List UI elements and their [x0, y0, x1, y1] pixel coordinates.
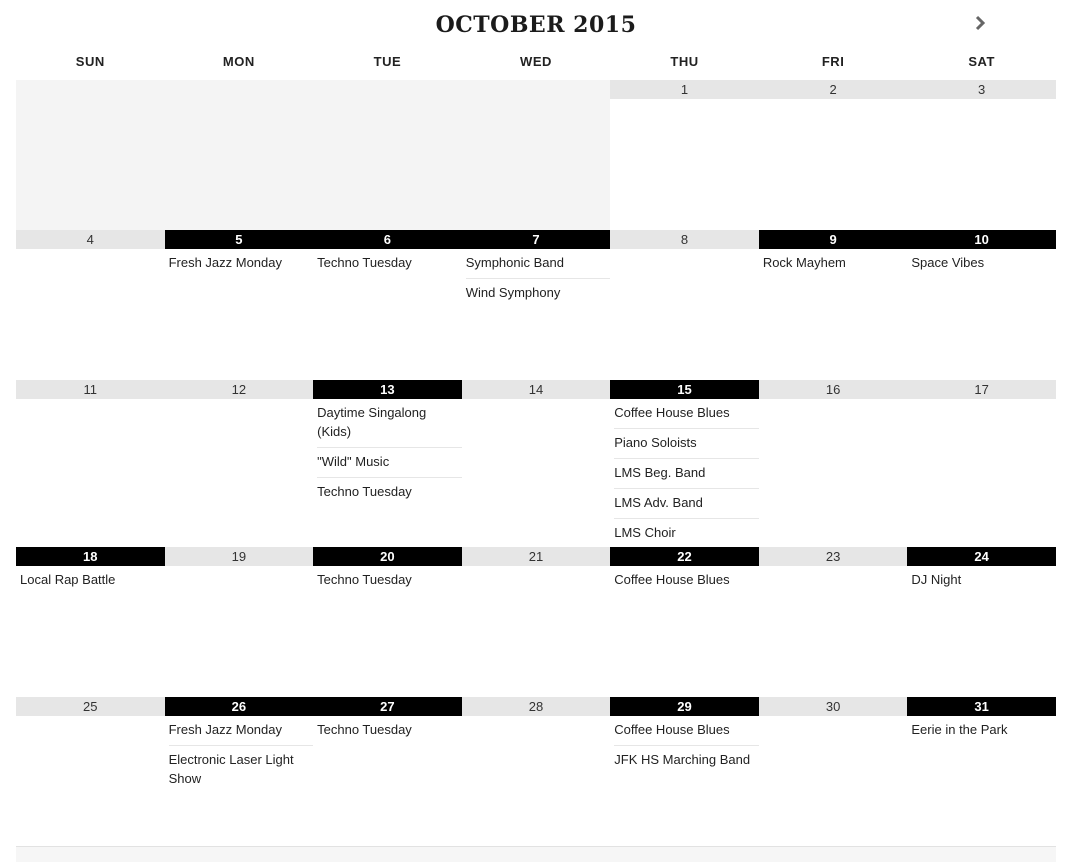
- week-row: [16, 697, 1056, 847]
- day-cell: [907, 80, 1056, 230]
- day-cell: [759, 230, 908, 380]
- empty-day-cell: [313, 80, 462, 230]
- day-number: 6: [313, 230, 462, 249]
- day-number: 8: [610, 230, 759, 249]
- event-link[interactable]: Electronic Laser Light Show: [168, 752, 294, 786]
- day-number: 30: [759, 697, 908, 716]
- day-cell: [16, 230, 165, 380]
- weekday-label: FRI: [821, 54, 845, 69]
- day-cell: [313, 547, 462, 697]
- day-cell: [907, 547, 1056, 697]
- day-number: 2: [759, 80, 908, 99]
- month-title: OCTOBER 2015: [435, 12, 637, 38]
- event-link[interactable]: Techno Tuesday: [317, 255, 412, 270]
- day-number: 15: [610, 380, 759, 399]
- day-number: 11: [16, 380, 165, 399]
- week-row: [16, 80, 1056, 230]
- chevron-right-icon: [974, 15, 986, 36]
- day-number: 14: [462, 380, 611, 399]
- event-link[interactable]: DJ Night: [911, 572, 962, 587]
- week-row: [16, 380, 1056, 547]
- empty-day-cell: [462, 80, 611, 230]
- day-cell: [313, 697, 462, 847]
- day-number: 25: [16, 697, 165, 716]
- event-link[interactable]: Wind Symphony: [465, 285, 561, 300]
- event-list: [610, 716, 759, 775]
- weekday-label: WED: [520, 54, 552, 69]
- event-link[interactable]: Coffee House Blues: [614, 572, 730, 587]
- day-number: 21: [462, 547, 611, 566]
- day-cell: [610, 80, 759, 230]
- calendar-header: [16, 0, 1056, 52]
- day-cell: [462, 380, 611, 547]
- day-number: 1: [610, 80, 759, 99]
- day-number: 26: [165, 697, 314, 716]
- day-cell: [462, 230, 611, 380]
- day-number: 28: [462, 697, 611, 716]
- event-link[interactable]: Coffee House Blues: [614, 399, 759, 429]
- event-list: [610, 566, 759, 595]
- day-number: 19: [165, 547, 314, 566]
- day-number: 3: [907, 80, 1056, 99]
- day-number: 24: [907, 547, 1056, 566]
- event-list: [907, 566, 1056, 595]
- day-number: 16: [759, 380, 908, 399]
- day-number: 22: [610, 547, 759, 566]
- day-cell: [16, 380, 165, 547]
- day-number: 13: [313, 380, 462, 399]
- day-number: 27: [313, 697, 462, 716]
- week-row: [16, 547, 1056, 697]
- event-list: [165, 249, 314, 278]
- day-number: 31: [907, 697, 1056, 716]
- day-cell: [907, 697, 1056, 847]
- weekday-header-row: [16, 54, 1056, 76]
- day-cell: [610, 380, 759, 547]
- day-number: 5: [165, 230, 314, 249]
- empty-day-cell: [165, 80, 314, 230]
- day-cell: [907, 230, 1056, 380]
- day-cell: [610, 230, 759, 380]
- event-link[interactable]: Rock Mayhem: [762, 255, 846, 270]
- day-cell: [462, 547, 611, 697]
- event-list: [907, 249, 1056, 278]
- event-list: [759, 249, 908, 278]
- day-cell: [165, 230, 314, 380]
- event-link[interactable]: JFK HS Marching Band: [614, 752, 751, 767]
- day-cell: [462, 697, 611, 847]
- day-cell: [610, 697, 759, 847]
- event-link[interactable]: Local Rap Battle: [20, 572, 116, 587]
- event-link[interactable]: Coffee House Blues: [614, 716, 759, 746]
- event-list: [313, 716, 462, 745]
- day-number: 12: [165, 380, 314, 399]
- event-list: [610, 399, 759, 548]
- event-list: [313, 249, 462, 278]
- day-number: 18: [16, 547, 165, 566]
- day-number: 23: [759, 547, 908, 566]
- day-number: 10: [907, 230, 1056, 249]
- day-number: 7: [462, 230, 611, 249]
- event-link[interactable]: Fresh Jazz Monday: [169, 716, 314, 746]
- event-link[interactable]: Daytime Singalong (Kids): [317, 399, 462, 448]
- day-cell: [759, 547, 908, 697]
- day-cell: [16, 547, 165, 697]
- event-list: [165, 716, 314, 794]
- day-cell: [165, 380, 314, 547]
- day-number: 9: [759, 230, 908, 249]
- footer-area: [16, 847, 1056, 862]
- weekday-label: TUE: [373, 54, 402, 69]
- day-cell: [907, 380, 1056, 547]
- event-link[interactable]: Techno Tuesday: [317, 484, 412, 499]
- event-link[interactable]: Fresh Jazz Monday: [168, 255, 282, 270]
- weekday-label: MON: [222, 54, 255, 69]
- event-link[interactable]: Techno Tuesday: [317, 572, 412, 587]
- empty-day-cell: [16, 80, 165, 230]
- week-row: [16, 230, 1056, 380]
- event-link[interactable]: LMS Choir: [614, 525, 676, 540]
- event-link[interactable]: Piano Soloists: [614, 429, 759, 459]
- event-link[interactable]: Symphonic Band: [466, 249, 611, 279]
- next-month-button[interactable]: [968, 12, 992, 38]
- event-link[interactable]: LMS Adv. Band: [614, 489, 759, 519]
- event-link[interactable]: Space Vibes: [911, 255, 985, 270]
- event-list: [462, 249, 611, 308]
- day-number: 4: [16, 230, 165, 249]
- event-list: [313, 566, 462, 595]
- event-list: [907, 716, 1056, 745]
- calendar-grid: [16, 80, 1056, 847]
- day-cell: [759, 697, 908, 847]
- weekday-label: THU: [670, 54, 699, 69]
- day-cell: [165, 547, 314, 697]
- event-link[interactable]: LMS Beg. Band: [614, 459, 759, 489]
- day-cell: [610, 547, 759, 697]
- day-number: 29: [610, 697, 759, 716]
- event-link[interactable]: "Wild" Music: [317, 448, 462, 478]
- weekday-label: SAT: [968, 54, 995, 69]
- day-cell: [313, 380, 462, 547]
- day-number: 20: [313, 547, 462, 566]
- day-cell: [165, 697, 314, 847]
- event-link[interactable]: Techno Tuesday: [317, 722, 412, 737]
- day-cell: [313, 230, 462, 380]
- event-list: [313, 399, 462, 507]
- event-list: [16, 566, 165, 595]
- day-cell: [759, 380, 908, 547]
- event-link[interactable]: Eerie in the Park: [911, 722, 1008, 737]
- weekday-label: SUN: [75, 54, 105, 69]
- day-cell: [759, 80, 908, 230]
- day-number: 17: [907, 380, 1056, 399]
- day-cell: [16, 697, 165, 847]
